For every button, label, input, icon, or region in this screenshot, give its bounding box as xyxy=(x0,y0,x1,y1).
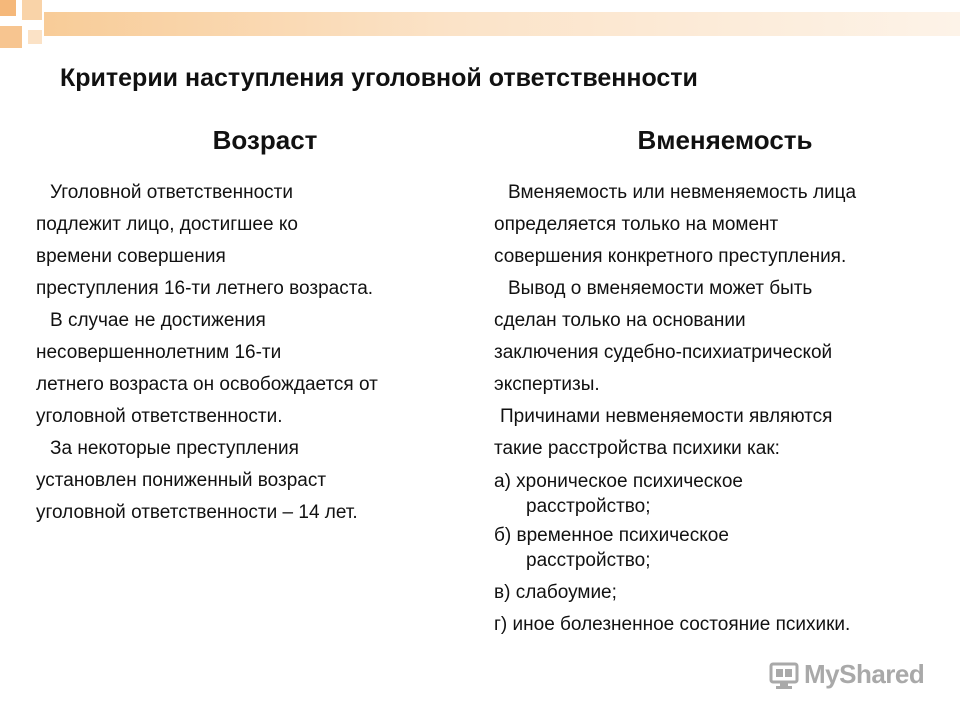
text-line: такие расстройства психики как: xyxy=(494,438,780,459)
text-line: установлен пониженный возраст xyxy=(36,470,327,491)
text-line: уголовной ответственности – 14 лет. xyxy=(36,502,358,523)
list-item-second-line: расстройство; xyxy=(526,496,651,517)
watermark xyxy=(768,656,928,692)
list-item-second-line: расстройство; xyxy=(526,550,651,571)
text-line: экспертизы. xyxy=(494,374,600,395)
text-line: Причинами невменяемости являются xyxy=(500,406,833,427)
age-column xyxy=(36,177,476,529)
text-line: В случае не достижения xyxy=(50,310,266,331)
text-line: заключения судебно-психиатрической xyxy=(494,342,833,363)
decor-square xyxy=(28,30,42,44)
text-line: сделан только на основании xyxy=(494,310,746,331)
decor-square xyxy=(0,0,16,16)
heading-age: Возраст xyxy=(212,125,318,155)
text-line: Уголовной ответственности xyxy=(50,182,293,203)
decor-square xyxy=(0,26,22,48)
decor-top-bar xyxy=(44,12,960,36)
text-line: Вменяемость или невменяемость лица xyxy=(508,182,857,203)
list-item-first-line: б) временное психическое xyxy=(494,525,729,546)
heading-sanity: Вменяемость xyxy=(637,125,813,155)
slide-title: Критерии наступления уголовной ответственности xyxy=(60,64,698,92)
text-line: летнего возраста он освобождается от xyxy=(36,374,378,395)
text-line: подлежит лицо, достигшее ко xyxy=(36,214,298,235)
text-line: За некоторые преступления xyxy=(50,438,299,459)
text-line: совершения конкретного преступления. xyxy=(494,246,847,267)
text-line: уголовной ответственности. xyxy=(36,406,283,427)
sanity-column xyxy=(494,177,954,641)
list-item: в) слабоумие; xyxy=(494,582,617,603)
text-line: несовершеннолетним 16-ти xyxy=(36,342,282,363)
list-item: г) иное болезненное состояние психики. xyxy=(494,614,851,635)
text-line: Вывод о вменяемости может быть xyxy=(508,278,813,299)
text-line: определяется только на момент xyxy=(494,214,779,235)
text-line: времени совершения xyxy=(36,246,226,267)
decor-square xyxy=(22,0,42,20)
watermark-text: MyShared xyxy=(804,659,925,689)
myshared-logo-icon xyxy=(768,658,800,690)
text-line: преступления 16-ти летнего возраста. xyxy=(36,278,374,299)
list-item-first-line: а) хроническое психическое xyxy=(494,471,743,492)
